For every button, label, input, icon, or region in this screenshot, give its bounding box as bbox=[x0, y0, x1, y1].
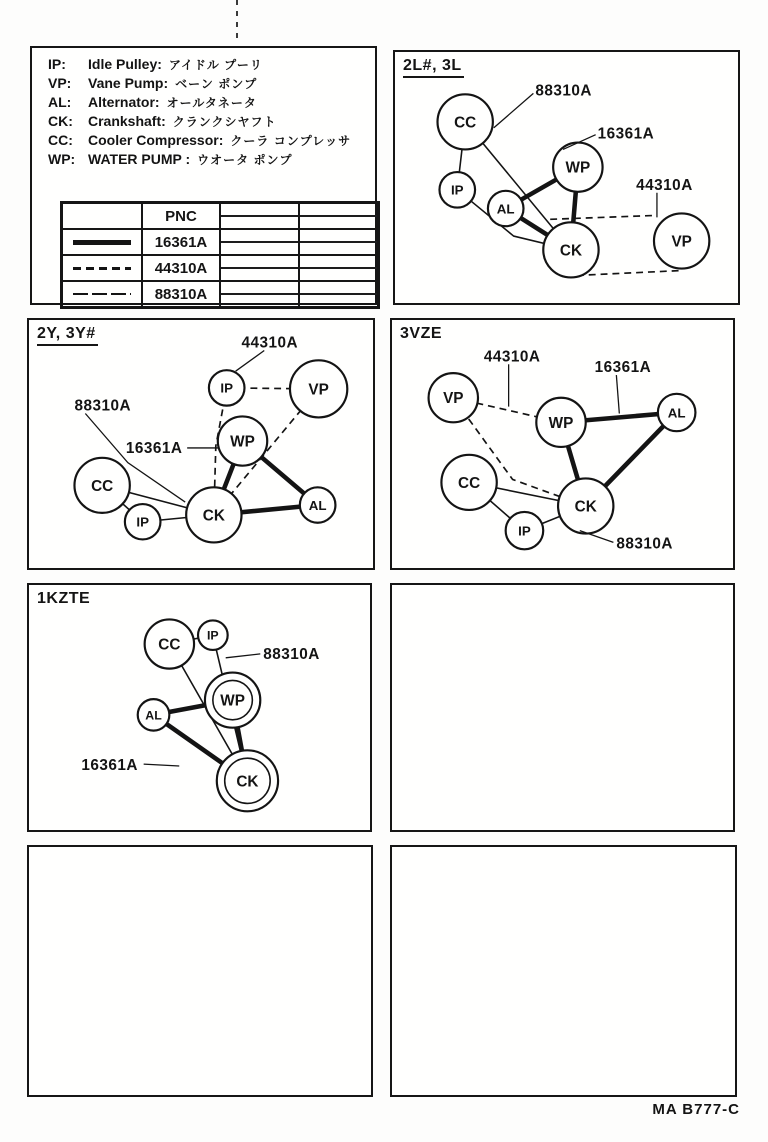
pulley-label-WP: WP bbox=[220, 692, 245, 710]
cell-divider bbox=[221, 241, 298, 243]
legend-row-cc bbox=[48, 132, 371, 151]
legend-name-en: Idle Pulley: bbox=[88, 56, 162, 72]
pulley-label-CK: CK bbox=[202, 507, 225, 525]
pnc-value-cell: 88310A bbox=[142, 281, 220, 308]
cell-divider bbox=[300, 293, 377, 295]
diagram-panel-2y-3y bbox=[27, 318, 375, 570]
pulley-label-CC: CC bbox=[158, 636, 181, 654]
pulley-label-AL: AL bbox=[667, 405, 686, 421]
empty-cell bbox=[220, 229, 299, 255]
pnc-table bbox=[60, 201, 380, 309]
legend-abbr: WP: bbox=[48, 151, 76, 167]
empty-cell bbox=[299, 203, 379, 230]
line-sample-header-cell bbox=[62, 203, 143, 230]
pulley-label-AL: AL bbox=[145, 708, 162, 723]
legend-abbr: VP: bbox=[48, 75, 72, 91]
legend-row-ip bbox=[48, 56, 371, 75]
diagram-panel-2l-3l bbox=[393, 50, 740, 305]
pulley-label-VP: VP bbox=[443, 390, 464, 408]
empty-cell bbox=[220, 255, 299, 281]
empty-panel bbox=[390, 583, 735, 832]
part-number-label-88310A: 88310A bbox=[616, 535, 673, 553]
pulley-label-WP: WP bbox=[230, 433, 255, 451]
belt-diagram-2y-3y bbox=[29, 320, 373, 568]
pulley-label-AL: AL bbox=[496, 201, 515, 217]
cell-divider bbox=[300, 241, 377, 243]
diagram-panel-3vze bbox=[390, 318, 735, 570]
empty-cell bbox=[220, 203, 299, 230]
belt-diagram-2l-3l bbox=[395, 52, 738, 303]
part-number-label-44310A: 44310A bbox=[241, 334, 299, 352]
legend-name-ja: アイドル プーリ bbox=[168, 58, 263, 72]
pulley-label-IP: IP bbox=[220, 380, 234, 396]
belt-44310A bbox=[550, 215, 656, 219]
table-row bbox=[62, 203, 379, 230]
legend-name-ja: オールタネータ bbox=[166, 96, 257, 110]
engine-title: 2Y, 3Y# bbox=[37, 325, 98, 346]
line-sample-cell bbox=[62, 281, 143, 308]
cell-divider bbox=[221, 267, 298, 269]
legend-name-en: Cooler Compressor: bbox=[88, 132, 224, 148]
part-number-label-16361A: 16361A bbox=[125, 439, 183, 457]
empty-cell bbox=[299, 229, 379, 255]
part-number-label-88310A: 88310A bbox=[74, 397, 132, 415]
legend-abbr: CC: bbox=[48, 132, 73, 148]
pulley-label-CK: CK bbox=[574, 498, 597, 516]
legend-name-ja: クランクシヤフト bbox=[172, 115, 277, 129]
legend-row-ck bbox=[48, 113, 371, 132]
legend-abbr: IP: bbox=[48, 56, 66, 72]
part-number-label-16361A: 16361A bbox=[597, 125, 655, 143]
cell-divider bbox=[221, 215, 298, 217]
pnc-value-cell: 44310A bbox=[142, 255, 220, 281]
leader-line-88310A bbox=[226, 654, 261, 658]
pulley-label-CK: CK bbox=[559, 242, 583, 260]
line-sample-cell bbox=[62, 229, 143, 255]
legend-name-en: WATER PUMP : bbox=[88, 151, 191, 167]
legend-row-wp bbox=[48, 151, 371, 170]
legend-row-vp bbox=[48, 75, 371, 94]
belt-diagram-3vze bbox=[392, 320, 733, 568]
pnc-header-cell: PNC bbox=[142, 203, 220, 230]
part-number-label-44310A: 44310A bbox=[483, 348, 541, 366]
pulley-label-CC: CC bbox=[91, 477, 114, 495]
pulley-label-CC: CC bbox=[458, 474, 481, 492]
legend-name-en: Vane Pump: bbox=[88, 75, 169, 91]
pulley-label-IP: IP bbox=[450, 182, 464, 198]
part-number-label-88310A: 88310A bbox=[263, 645, 320, 663]
page-code: MA B777-C bbox=[652, 1101, 740, 1118]
empty-cell bbox=[299, 281, 379, 308]
part-number-label-44310A: 44310A bbox=[636, 176, 693, 194]
cell-divider bbox=[221, 293, 298, 295]
pulley-label-VP: VP bbox=[671, 233, 692, 251]
legend-name-ja: ウオータ ポンプ bbox=[197, 153, 293, 167]
part-number-label-16361A: 16361A bbox=[81, 757, 138, 774]
diagram-panel-1kzte bbox=[27, 583, 372, 832]
legend-abbr: AL: bbox=[48, 94, 72, 110]
legend-name-en: Alternator: bbox=[88, 94, 160, 110]
legend-panel bbox=[30, 46, 377, 305]
legend-name-ja: ベーン ポンプ bbox=[175, 77, 258, 91]
pulley-label-CK: CK bbox=[236, 773, 259, 791]
legend-name-ja: クーラ コンプレッサ bbox=[230, 134, 352, 148]
table-row bbox=[62, 255, 379, 281]
empty-panel bbox=[390, 845, 737, 1097]
pulley-label-IP: IP bbox=[518, 523, 531, 539]
engine-title: 3VZE bbox=[400, 325, 443, 342]
belt-diagram-1kzte bbox=[29, 585, 370, 830]
legend-abbr: CK: bbox=[48, 113, 73, 129]
cell-divider bbox=[300, 215, 377, 217]
cell-divider bbox=[300, 267, 377, 269]
engine-title: 2L#, 3L bbox=[403, 57, 464, 78]
pulley-label-AL: AL bbox=[308, 497, 327, 513]
pnc-value-cell: 16361A bbox=[142, 229, 220, 255]
line-sample-cell bbox=[62, 255, 143, 281]
legend-row-al bbox=[48, 94, 371, 113]
engine-title: 1KZTE bbox=[37, 590, 91, 607]
belt-sample-thick bbox=[73, 240, 131, 245]
fold-mark bbox=[236, 0, 238, 42]
empty-panel bbox=[27, 845, 373, 1097]
pulley-label-CC: CC bbox=[454, 114, 477, 132]
leader-line-16361A bbox=[616, 375, 619, 413]
leader-line-16361A bbox=[144, 764, 180, 766]
pulley-label-IP: IP bbox=[207, 628, 219, 643]
pulley-label-IP: IP bbox=[136, 514, 149, 530]
belt-44310A bbox=[577, 271, 682, 276]
belt-sample-thin bbox=[73, 293, 131, 295]
legend-name-en: Crankshaft: bbox=[88, 113, 166, 129]
table-row bbox=[62, 281, 379, 308]
empty-cell bbox=[220, 281, 299, 308]
leader-line-88310A bbox=[494, 93, 534, 127]
leader-line-44310A bbox=[236, 351, 265, 372]
table-row bbox=[62, 229, 379, 255]
part-number-label-16361A: 16361A bbox=[594, 359, 652, 377]
abbreviation-legend bbox=[48, 56, 371, 170]
belt-sample-dashed bbox=[73, 267, 131, 270]
pulley-label-WP: WP bbox=[548, 414, 574, 432]
part-number-label-88310A: 88310A bbox=[535, 82, 592, 100]
pulley-label-WP: WP bbox=[565, 159, 591, 177]
empty-cell bbox=[299, 255, 379, 281]
pulley-label-VP: VP bbox=[308, 381, 329, 399]
